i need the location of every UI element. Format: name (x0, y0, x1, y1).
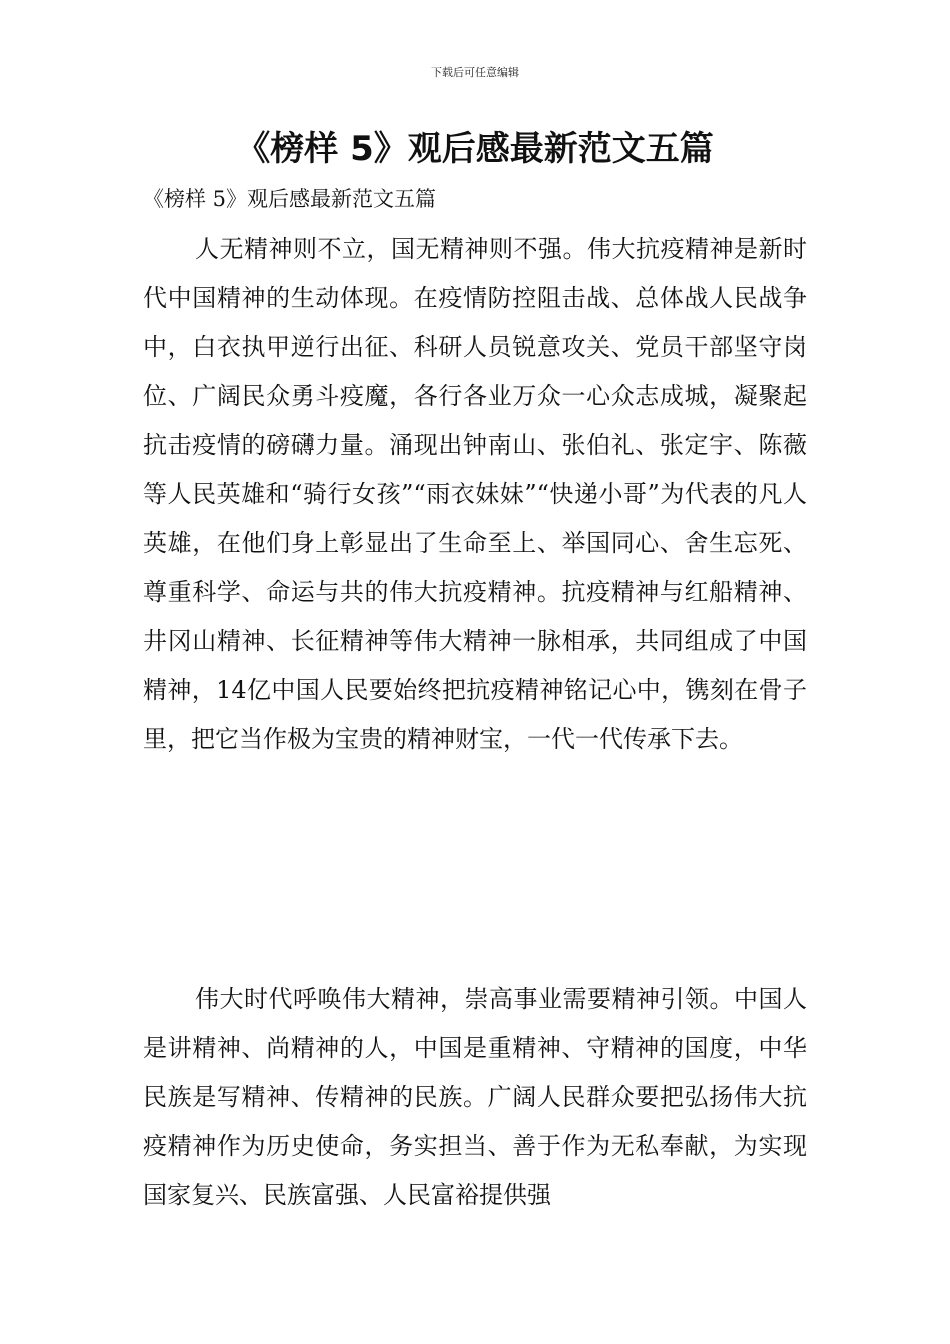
document-subtitle: 《榜样 5》观后感最新范文五篇 (143, 187, 437, 211)
page-header-note: 下载后可任意编辑 (431, 66, 519, 79)
body-paragraph: 人无精神则不立，国无精神则不强。伟大抗疫精神是新时代中国精神的生动体现。在疫情防控阻击战、总体战人民战争中，白衣执甲逆行出征、科研人员锐意攻关、党员干部坚守岗位、广阔民众勇斗疫魔，各行各业万众一心众志成城，凝聚起抗击疫情的磅礴力量。涌现出钟南山、张伯礼、张定宇、陈薇等人民英雄和“骑行女孩”“雨衣妹妹”“快递小哥”为代表的凡人英雄，在他们身上彰显出了生命至上、举国同心、舍生忘死、尊重科学、命运与共的伟大抗疫精神。抗疫精神与红船精神、井冈山精神、长征精神等伟大精神一脉相承，共同组成了中国精神，14亿中国人民要始终把抗疫精神铭记心中，镌刻在骨子里，把它当作极为宝贵的精神财宝，一代一代传承下去。 (143, 235, 807, 753)
document-title: 《榜样 5》观后感最新范文五篇 (236, 129, 714, 169)
body-paragraph: 伟大时代呼唤伟大精神，崇高事业需要精神引领。中国人是讲精神、尚精神的人，中国是重精神、守精神的国度，中华民族是写精神、传精神的民族。广阔人民群众要把弘扬伟大抗疫精神作为历史使命，务实担当、善于作为无私奉献，为实现国家复兴、民族富强、人民富裕提供强 (143, 985, 807, 1209)
